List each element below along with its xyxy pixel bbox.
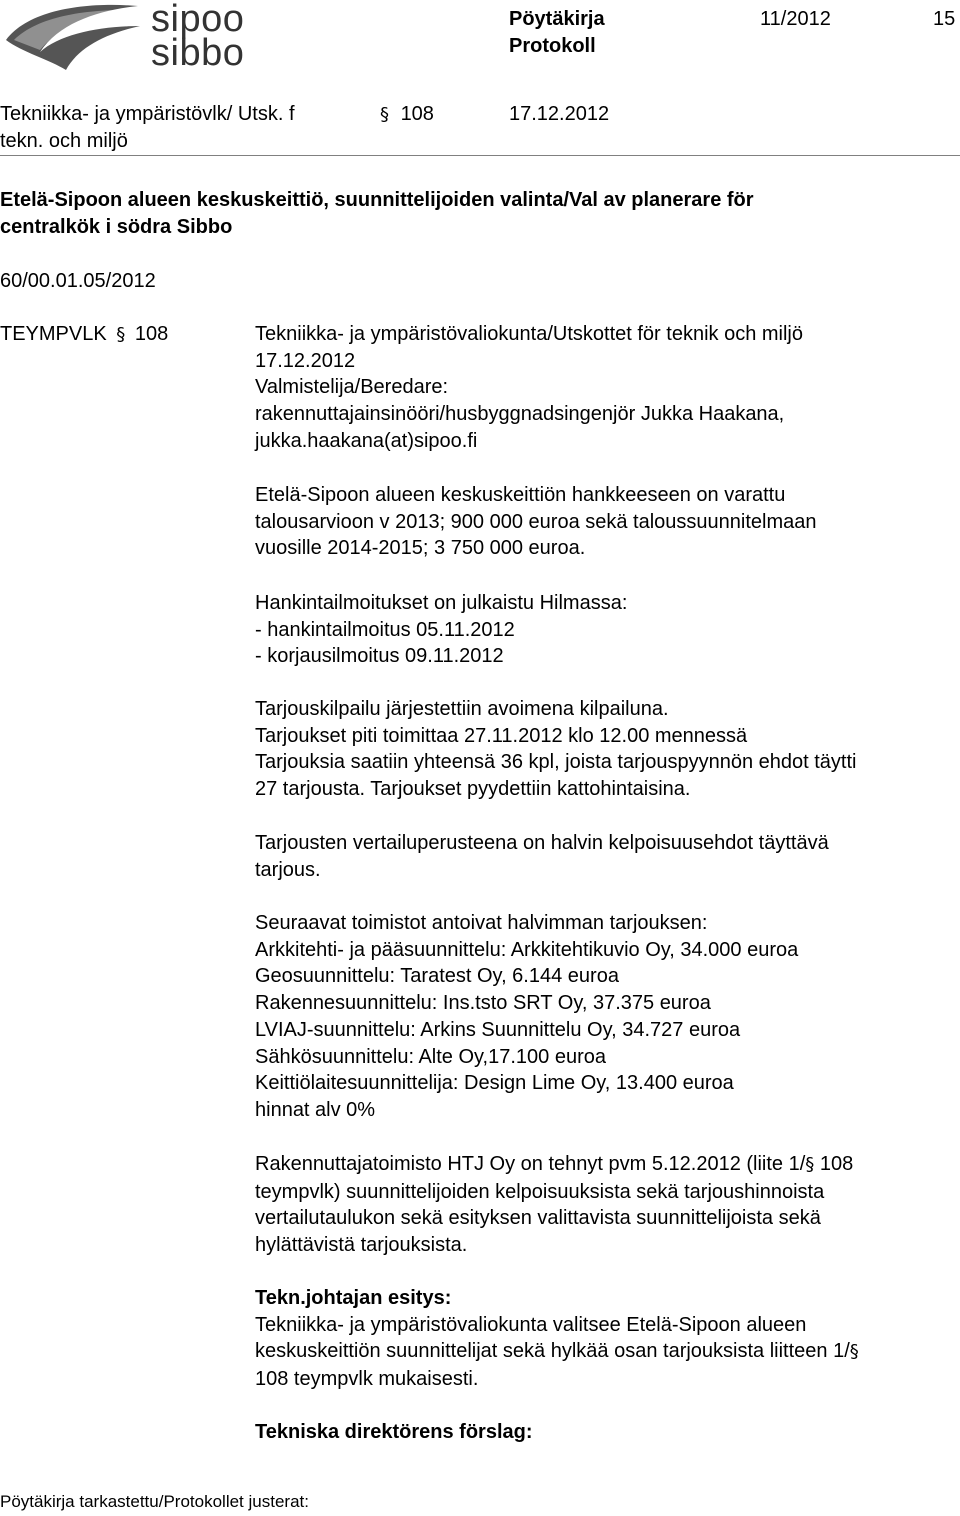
header-divider — [0, 155, 960, 156]
budget-paragraph — [255, 482, 960, 562]
text-line: Tekniikka- ja ympäristövaliokunta valitsee Etelä-Sipoon alueen — [255, 1313, 807, 1336]
logo-word-sibbo: sibbo — [151, 32, 245, 74]
header-section — [380, 101, 434, 128]
text-segment: Rakennuttajatoimisto HTJ Oy on tehnyt pvm 5.12.2012 (liite 1/ — [255, 1153, 806, 1175]
text-line: Keittiölaitesuunnittelija: Design Lime Oy, 13.400 euroa — [255, 1072, 734, 1095]
meeting-date: 17.12.2012 — [255, 349, 356, 372]
sipoo-swoosh-icon — [0, 0, 150, 72]
doc-type-sv: Protokoll — [509, 35, 596, 57]
section-sign-icon: § — [380, 104, 389, 125]
doc-type-fi: Pöytäkirja — [509, 8, 605, 30]
committee-name: Tekniikka- ja ympäristövaliokunta/Utskottet för teknik och miljö — [255, 323, 803, 345]
item-title-line2: centralkök i södra Sibbo — [0, 216, 233, 238]
text-line: Sähkösuunnittelu: Alte Oy,17.100 euroa — [255, 1045, 606, 1068]
doc-number: 11/2012 — [760, 8, 831, 30]
preparer-name: rakennuttajainsinööri/husbyggnadsingenjör Jukka Haakana, — [255, 403, 785, 426]
section-sign-icon: § — [116, 324, 126, 345]
body-name-line2: tekn. och miljö — [0, 130, 128, 152]
preparer-label: Valmistelija/Beredare: — [255, 376, 449, 399]
logo-word-sipoo: sipoo — [151, 0, 245, 40]
sipoo-logo — [0, 0, 260, 72]
text-line: Tarjouksia saatiin yhteensä 36 kpl, joista tarjouspyynnön ehdot täytti — [255, 751, 857, 774]
text-line: LVIAJ-suunnittelu: Arkins Suunnittelu Oy, 34.727 euroa — [255, 1018, 741, 1041]
text-segment: keskuskeittiön suunnittelijat sekä hylkää osan tarjouksista liitteen 1/ — [255, 1340, 850, 1363]
text-line: Seuraavat toimistot antoivat halvimman tarjouksen: — [255, 912, 708, 934]
text-line: Tarjousten vertailuperusteena on halvin kelpoisuusehdot täyttävä — [255, 832, 829, 854]
text-line: Arkkitehti- ja pääsuunnittelu: Arkkitehtikuvio Oy, 34.000 euroa — [255, 938, 799, 961]
text-line: - hankintailmoitus 05.11.2012 — [255, 618, 515, 641]
item-title-line1: Etelä-Sipoon alueen keskuskeittiö, suunnittelijoiden valinta/Val av planerare för — [0, 189, 754, 211]
text-line: Tarjoukset piti toimittaa 27.11.2012 klo 12.00 mennessä — [255, 724, 748, 747]
text-line: 108 teympvlk mukaisesti. — [255, 1368, 479, 1391]
body-name-line1: Tekniikka- ja ympäristövlk/ Utsk. f — [0, 103, 295, 125]
text-line: Tarjouskilpailu järjestettiin avoimena kilpailuna. — [255, 698, 669, 720]
text-line: vuosille 2014-2015; 3 750 000 euroa. — [255, 537, 586, 560]
proposal-sv-heading: Tekniska direktörens förslag: — [255, 1421, 533, 1443]
text-line: - korjausilmoitus 09.11.2012 — [255, 645, 504, 668]
text-line — [255, 1151, 960, 1179]
text-line: teympvlk) suunnittelijoiden kelpoisuuksista sekä tarjoushinnoista — [255, 1180, 825, 1203]
case-number: 60/00.01.05/2012 — [0, 270, 156, 292]
text-line: vertailutaulukon sekä esityksen valittavista suunnittelijoista sekä — [255, 1207, 821, 1230]
meeting-section-number: 108 — [134, 323, 169, 345]
text-line: 27 tarjousta. Tarjoukset pyydettiin kattohintaisina. — [255, 778, 691, 801]
proposal-paragraph — [255, 1285, 960, 1393]
footer-verified: Pöytäkirja tarkastettu/Protokollet justerat: — [0, 1492, 309, 1511]
comparison-paragraph — [255, 1151, 960, 1259]
text-line — [255, 1338, 960, 1366]
winners-paragraph — [255, 910, 960, 1124]
text-segment: 108 — [814, 1153, 854, 1175]
text-line: talousarvioon v 2013; 900 000 euroa sekä taloussuunnitelmaan — [255, 510, 817, 533]
text-line: Hankintailmoitukset on julkaistu Hilmassa: — [255, 592, 628, 614]
text-line: hinnat alv 0% — [255, 1098, 376, 1121]
notices-paragraph — [255, 590, 960, 670]
meeting-reference — [0, 321, 168, 348]
text-line: tarjous. — [255, 858, 321, 881]
text-line: hylättävistä tarjouksista. — [255, 1234, 468, 1257]
text-line: Geosuunnittelu: Taratest Oy, 6.144 euroa — [255, 965, 619, 988]
proposal-heading: Tekn.johtajan esitys: — [255, 1287, 452, 1309]
proposal-sv-paragraph — [255, 1419, 960, 1446]
competition-paragraph — [255, 696, 960, 803]
preparer-email: jukka.haakana(at)sipoo.fi — [255, 429, 478, 452]
text-line: Etelä-Sipoon alueen keskuskeittiön hankkeeseen on varattu — [255, 484, 786, 506]
meeting-info — [255, 321, 960, 455]
committee-code: TEYMPVLK — [0, 323, 107, 345]
section-sign-icon: § — [849, 1341, 859, 1363]
page-number: 15 — [933, 8, 956, 30]
criteria-paragraph — [255, 830, 960, 883]
section-sign-icon: § — [805, 1154, 815, 1175]
text-line: Rakennesuunnittelu: Ins.tsto SRT Oy, 37.375 euroa — [255, 992, 711, 1015]
header-section-number: 108 — [400, 103, 434, 125]
header-date: 17.12.2012 — [509, 103, 610, 125]
